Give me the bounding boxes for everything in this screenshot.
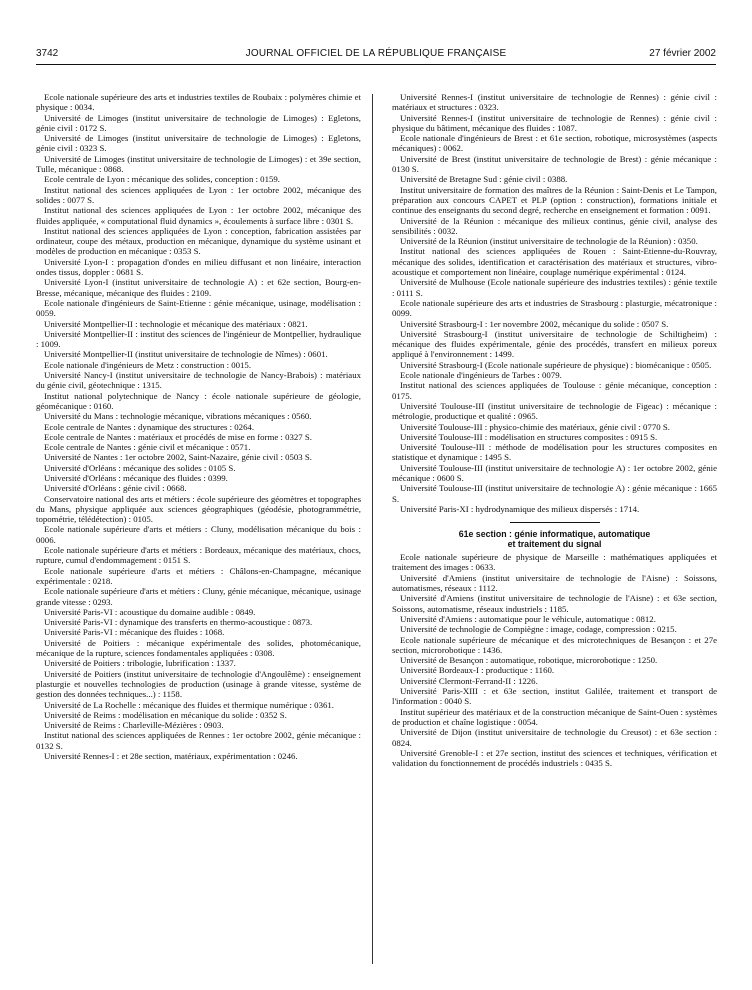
entry: Ecole nationale supérieure des arts et industries textiles de Roubaix : polymères chimie et physique : 0034. xyxy=(36,92,361,113)
entry: Université d'Amiens (institut universitaire de technologie de l'Aisne) : Soissons, automatismes, réseaux : 1112. xyxy=(392,572,717,594)
entry: Université Toulouse-III (institut universitaire de technologie A) : génie mécanique : 1665 S. xyxy=(392,483,717,504)
entry: Université de Limoges (institut universitaire de technologie de Limoges) : et 39e section, Tulle, mécanique : 0868. xyxy=(36,153,361,175)
entry: Université Nancy-I (institut universitaire de technologie de Nancy-Brabois) : matériaux du génie civil, géotechnique : 1315. xyxy=(36,370,361,391)
left-column xyxy=(36,92,361,972)
entry: Université d'Amiens (institut universitaire de technologie de l'Aisne) : et 63e section, Soissons, automatisme, réseaux industriels : 1185. xyxy=(392,593,717,614)
section-heading-line2: et traitement du signal xyxy=(507,539,602,550)
entry: Institut universitaire de formation des maîtres de la Réunion : Saint-Denis et Le Tampon, préparation aux concours CAPET et PLP (option : construction), formations initiale et continue des enseignants du second degré, recherche en enseignement et formation : 0091. xyxy=(392,184,717,216)
page-header xyxy=(36,48,716,64)
entry: Ecole nationale supérieure d'arts et métiers : Cluny, modélisation mécanique du bois : 0006. xyxy=(36,524,361,545)
entry: Ecole nationale supérieure d'arts et métiers : Cluny, génie mécanique, mécanique, usinage grande vitesse : 0293. xyxy=(36,586,361,607)
entry: Université Lyon-I (institut universitaire de technologie A) : et 62e section, Bourg-en-Bresse, mécanique, mécanique des fluides : 2109. xyxy=(36,277,361,298)
entry: Université de Poitiers : tribologie, lubrification : 1337. xyxy=(44,658,236,669)
entry: Université de la Réunion : mécanique des milieux continus, génie civil, analyse des sensibilités : 0032. xyxy=(392,215,717,236)
page-number: 3742 xyxy=(36,48,59,59)
entry: Université de Brest (institut universitaire de technologie de Brest) : génie mécanique : 0130 S. xyxy=(392,153,717,175)
section-rule xyxy=(510,522,600,523)
entry: Université Bordeaux-I : productique : 1160. xyxy=(400,665,555,676)
entry: Université d'Orléans : mécanique des fluides : 0399. xyxy=(44,472,228,483)
issue-date: 27 février 2002 xyxy=(649,48,716,59)
entry: Institut national des sciences appliquées de Rennes : 1er octobre 2002, génie mécanique : 0132 S. xyxy=(36,730,361,751)
entry: Université du Mans : technologie mécanique, vibrations mécaniques : 0560. xyxy=(44,411,312,422)
entry: Université d'Amiens : automatique pour le véhicule, automatique : 0812. xyxy=(400,613,656,624)
entry: Université Lyon-I : propagation d'ondes en milieu diffusant et non linéaire, interaction ondes tissus, doppler : 0681 S. xyxy=(36,256,361,278)
entry: Université Montpellier-II : institut des sciences de l'ingénieur de Montpellier, hydraulique : 1009. xyxy=(36,328,361,350)
entry: Université de Nantes : 1er octobre 2002, Saint-Nazaire, génie civil : 0503 S. xyxy=(44,452,312,463)
right-column xyxy=(392,92,717,972)
entry: Université Strasbourg-I (Ecole nationale supérieure de physique) : biomécanique : 0505. xyxy=(400,359,712,370)
entry: Université de Besançon : automatique, robotique, microrobotique : 1250. xyxy=(400,655,658,666)
journal-title: JOURNAL OFFICIEL DE LA RÉPUBLIQUE FRANÇAISE xyxy=(245,48,507,59)
entry: Université de Reims : Charleville-Mézières : 0903. xyxy=(44,720,224,731)
entry: Université de Mulhouse (Ecole nationale supérieure des industries textiles) : génie textile : 0111 S. xyxy=(392,277,717,298)
entry: Université Toulouse-III (institut universitaire de technologie A) : 1er octobre 2002, génie mécanique : 0600 S. xyxy=(392,462,717,483)
entry: Université de la Réunion (institut universitaire de technologie de la Réunion) : 0350. xyxy=(400,236,698,247)
entry: Université Grenoble-I : et 27e section, institut des sciences et techniques, vérification et validation du fonctionnement de procédés industriels : 0435 S. xyxy=(392,747,717,769)
entry: Ecole nationale supérieure des arts et industries de Strasbourg : plasturgie, mécatronique : 0099. xyxy=(392,297,717,319)
entry: Institut national des sciences appliquées de Lyon : conception, fabrication assistées par ordinateur, coupe des métaux, production en mécanique, dynamique du système usinant et modèles de production en mécanique : 0353 S. xyxy=(36,225,361,257)
entry: Université Montpellier-II : technologie et mécanique des matériaux : 0821. xyxy=(44,318,308,329)
entry: Université Toulouse-III (institut universitaire de technologie de Figeac) : mécanique : métrologie, productique et qualité : 0965. xyxy=(392,400,717,422)
column-divider xyxy=(372,94,373,964)
entry: Université Strasbourg-I (institut universitaire de technologie de Schiltigheim) : mécanique des fluides expérimentale, génie des procédés, transfert en milieux poreux appliqué à l'environnement : 1499. xyxy=(392,328,717,360)
entry: Université de technologie de Compiègne : image, codage, compression : 0215. xyxy=(400,624,677,635)
header-rule xyxy=(36,64,716,65)
entry: Université de Bretagne Sud : génie civil : 0388. xyxy=(400,174,568,185)
entry: Université Clermont-Ferrand-II : 1226. xyxy=(400,675,538,686)
entry: Ecole centrale de Nantes : génie civil et mécanique : 0571. xyxy=(44,442,251,453)
entry: Université de La Rochelle : mécanique des fluides et thermique numérique : 0361. xyxy=(44,699,334,710)
entry: Ecole centrale de Lyon : mécanique des solides, conception : 0159. xyxy=(44,174,280,185)
entry: Université de Limoges (institut universitaire de technologie de Limoges) : Egletons, génie civil : 0323 S. xyxy=(36,133,361,154)
entry: Université d'Orléans : génie civil : 0668. xyxy=(44,483,187,494)
entry: Université d'Orléans : mécanique des solides : 0105 S. xyxy=(44,462,236,473)
entry: Université de Reims : modélisation en mécanique du solide : 0352 S. xyxy=(44,709,287,720)
entry: Université de Poitiers (institut universitaire de technologie d'Angoulême) : enseignement plasturgie et nouvelles technologies de production (usinage à grande vitesse, système de gestion des données techniques...) : 1158. xyxy=(36,668,361,700)
entry: Ecole nationale supérieure d'arts et métiers : Châlons-en-Champagne, mécanique expérimentale : 0218. xyxy=(36,565,361,586)
entry: Ecole centrale de Nantes : matériaux et procédés de mise en forme : 0327 S. xyxy=(44,431,312,442)
entry: Université Toulouse-III : méthode de modélisation pour les structures composites en statistique et dynamique : 1495 S. xyxy=(392,442,717,463)
entry: Université Strasbourg-I : 1er novembre 2002, mécanique du solide : 0507 S. xyxy=(400,318,669,329)
entry: Université Rennes-I (institut universitaire de technologie de Rennes) : génie civil : matériaux et structures : 0323. xyxy=(392,92,717,113)
entry: Ecole centrale de Nantes : dynamique des structures : 0264. xyxy=(44,421,255,432)
entry: Institut national des sciences appliquées de Lyon : 1er octobre 2002, mécanique des fluides appliquée, « computational fluid dynamics », écoulements à surface libre : 0301 S. xyxy=(36,205,361,226)
entry: Université de Limoges (institut universitaire de technologie de Limoges) : Egletons, génie civil : 0172 S. xyxy=(36,112,361,133)
right-column-entries-bottom xyxy=(392,552,717,768)
section-heading xyxy=(392,529,717,549)
entry: Institut national des sciences appliquées de Lyon : 1er octobre 2002, mécanique des solides : 0077 S. xyxy=(36,184,361,205)
entry: Université Paris-XI : hydrodynamique des milieux dispersés : 1714. xyxy=(400,503,640,514)
entry: Institut national des sciences appliquées de Rouen : Saint-Etienne-du-Rouvray, mécanique des solides, identification et caractérisation des matériaux et structures, vibro-acoustique et comportement non linéaire, couplage numérique expérimental : 0124. xyxy=(392,246,717,278)
entry: Institut national polytechnique de Nancy : école nationale supérieure de géologie, géomécanique : 0160. xyxy=(36,390,361,411)
right-column-entries-top xyxy=(392,92,717,514)
entry: Université de Poitiers : mécanique expérimentale des solides, photomécanique, mécanique de la rupture, sciences fondamentales appliquées : 0308. xyxy=(36,637,361,659)
entry: Université Rennes-I : et 28e section, matériaux, expérimentation : 0246. xyxy=(44,751,298,761)
entry: Université Toulouse-III : modélisation en structures composites : 0915 S. xyxy=(400,431,658,442)
entry: Université Rennes-I (institut universitaire de technologie de Rennes) : génie civil : physique du bâtiment, mécanique des fluides : 1087. xyxy=(392,112,717,133)
entry: Université Paris-VI : dynamique des transferts en thermo-acoustique : 0873. xyxy=(44,617,313,628)
entry: Université Paris-XIII : et 63e section, institut Galilée, traitement et transport de l'information : 0040 S. xyxy=(392,686,717,707)
entry: Ecole nationale d'ingénieurs de Metz : construction : 0015. xyxy=(44,359,252,370)
entry: Ecole nationale supérieure de mécanique et des microtechniques de Besançon : et 27e section, microrobotique : 1436. xyxy=(392,634,717,655)
entry: Université Paris-VI : mécanique des fluides : 1068. xyxy=(44,627,225,638)
entry: Ecole nationale d'ingénieurs de Brest : et 61e section, robotique, microsystèmes (aspects mécaniques) : 0062. xyxy=(392,133,717,154)
entry: Université Montpellier-II (institut universitaire de technologie de Nîmes) : 0601. xyxy=(44,349,328,360)
entry: Université de Dijon (institut universitaire de technologie du Creusot) : et 63e section : 0824. xyxy=(392,727,717,748)
entry: Institut national des sciences appliquées de Toulouse : génie mécanique, conception : 0175. xyxy=(392,380,717,401)
entry: Ecole nationale supérieure d'arts et métiers : Bordeaux, mécanique des matériaux, chocs, rupture, cumul d'endommagement : 0151 S. xyxy=(36,545,361,566)
entry: Université Toulouse-III : physico-chimie des matériaux, génie civil : 0770 S. xyxy=(400,421,670,432)
entry: Ecole nationale d'ingénieurs de Tarbes : 0079. xyxy=(400,370,562,381)
entry: Université Paris-VI : acoustique du domaine audible : 0849. xyxy=(44,606,256,617)
entry: Institut supérieur des matériaux et de la construction mécanique de Saint-Ouen : systèmes de production et chaîne logistique : 0054. xyxy=(392,706,717,727)
entry: Ecole nationale d'ingénieurs de Saint-Etienne : génie mécanique, usinage, modélisation : 0059. xyxy=(36,297,361,319)
entry: Conservatoire national des arts et métiers : école supérieure des géomètres et topographes du Mans, physique appliquée aux sciences géographiques (géodésie, photogrammétrie, topométrie, télédétection) : 0105. xyxy=(36,493,361,525)
section-heading-line1: 61e section : génie informatique, automatique xyxy=(458,529,651,540)
entry: Ecole nationale supérieure de physique de Marseille : mathématiques appliquées et traitement des images : 0633. xyxy=(392,552,717,573)
